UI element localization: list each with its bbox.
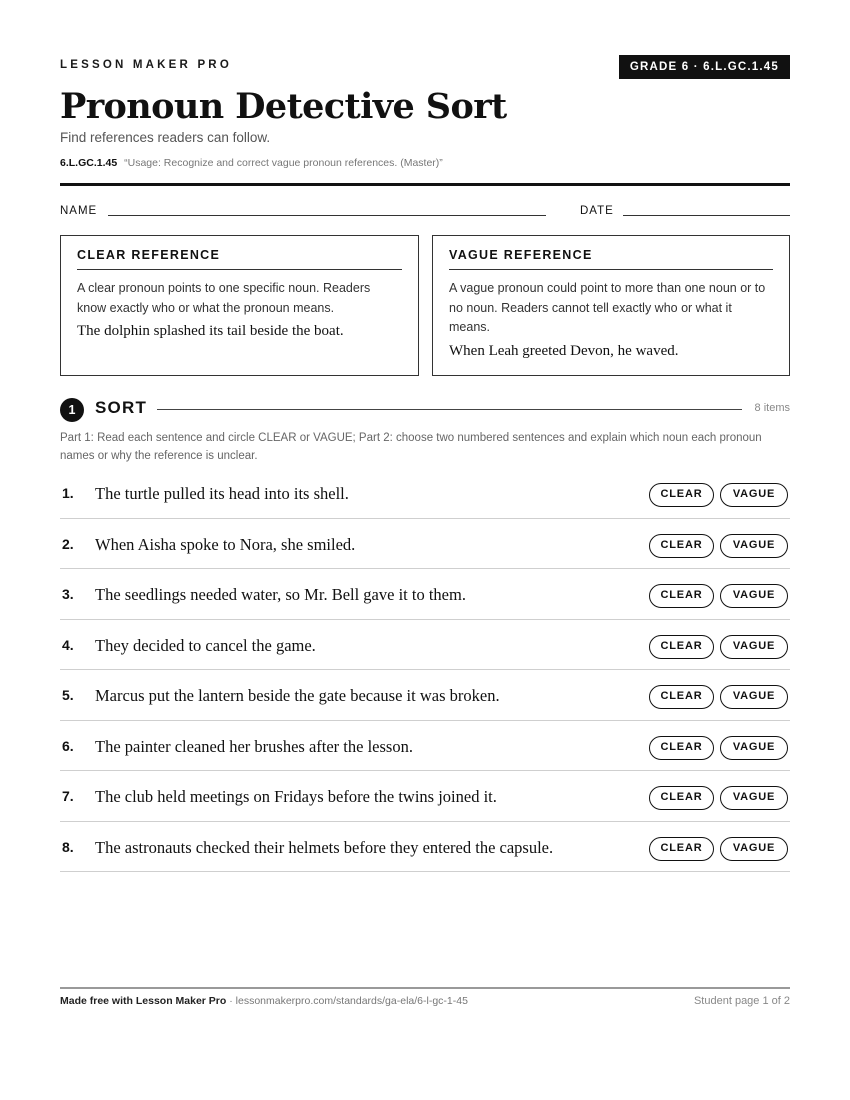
clear-option[interactable]: CLEAR <box>649 736 714 760</box>
standard-description: “Usage: Recognize and correct vague pronoun references. (Master)” <box>124 157 443 169</box>
standard-code: 6.L.GC.1.45 <box>60 157 118 169</box>
item-sentence: The painter cleaned her brushes after the lesson. <box>95 736 413 756</box>
item-sentence: They decided to cancel the game. <box>95 635 316 655</box>
sort-instructions: Part 1: Read each sentence and circle CLEAR or VAGUE; Part 2: choose two numbered sentences and explain which noun each pronoun names or why the reference is unclear. <box>60 432 762 462</box>
item-sentence: The seedlings needed water, so Mr. Bell gave it to them. <box>95 585 466 604</box>
brand-name: LESSON MAKER PRO <box>60 59 232 71</box>
footer-separator: · <box>226 995 236 1007</box>
vague-option[interactable]: VAGUE <box>720 483 788 507</box>
name-label: NAME <box>60 205 98 217</box>
item-number: 4. <box>62 636 74 653</box>
name-field[interactable] <box>108 215 546 216</box>
item-number: 8. <box>62 838 74 855</box>
sort-item <box>60 569 790 620</box>
item-count: 8 items <box>754 402 790 414</box>
vague-option[interactable]: VAGUE <box>720 635 788 659</box>
section-number-badge: 1 <box>60 398 84 422</box>
item-sentence: Marcus put the lantern beside the gate because it was broken. <box>95 686 500 705</box>
standard-line <box>60 157 443 169</box>
item-sentence: The turtle pulled its head into its shell. <box>95 484 349 503</box>
vague-option[interactable]: VAGUE <box>720 685 788 709</box>
item-number: 6. <box>62 737 74 754</box>
sort-item <box>60 721 790 772</box>
item-sentence: The astronauts checked their helmets before they entered the capsule. <box>95 837 554 857</box>
item-number: 2. <box>62 535 74 552</box>
sort-item <box>60 771 790 822</box>
clear-reference-box <box>60 235 419 376</box>
sort-item <box>60 822 790 873</box>
vague-reference-text: A vague pronoun could point to more than one noun or to no noun. Readers cannot tell exactly who or what it means. <box>449 281 766 334</box>
sort-item <box>60 620 790 671</box>
footer-url[interactable]: lessonmakerpro.com/standards/ga-ela/6-l-gc-1-45 <box>235 995 468 1007</box>
vague-option[interactable]: VAGUE <box>720 786 788 810</box>
footer-divider <box>60 987 790 989</box>
vague-reference-box <box>432 235 790 376</box>
vague-option[interactable]: VAGUE <box>720 837 788 861</box>
vague-reference-heading: VAGUE REFERENCE <box>449 248 773 270</box>
footer-credit <box>60 995 468 1007</box>
sort-item-list <box>60 468 790 872</box>
vague-reference-example: When Leah greeted Devon, he waved. <box>449 342 679 359</box>
clear-option[interactable]: CLEAR <box>649 483 714 507</box>
clear-option[interactable]: CLEAR <box>649 837 714 861</box>
section-title: SORT <box>95 398 148 417</box>
clear-option[interactable]: CLEAR <box>649 685 714 709</box>
vague-option[interactable]: VAGUE <box>720 736 788 760</box>
grade-badge: GRADE 6 · 6.L.GC.1.45 <box>619 55 790 79</box>
item-number: 5. <box>62 687 74 703</box>
item-sentence: The club held meetings on Fridays before the twins joined it. <box>95 787 497 806</box>
date-field[interactable] <box>623 215 790 216</box>
sort-item <box>60 519 790 570</box>
clear-reference-example: The dolphin splashed its tail beside the boat. <box>77 323 344 339</box>
footer-made-with: Made free with Lesson Maker Pro <box>60 995 227 1007</box>
item-number: 1. <box>62 485 74 501</box>
item-sentence: When Aisha spoke to Nora, she smiled. <box>95 534 356 554</box>
header-bar <box>60 55 790 79</box>
clear-option[interactable]: CLEAR <box>649 584 714 608</box>
worksheet-page <box>60 0 790 1100</box>
clear-reference-text: A clear pronoun points to one specific noun. Readers know exactly who or what the pronoun means. <box>77 281 371 315</box>
section-rule <box>157 409 742 410</box>
clear-option[interactable]: CLEAR <box>649 534 714 558</box>
sort-section-header <box>60 397 790 421</box>
clear-reference-heading: CLEAR REFERENCE <box>77 248 402 270</box>
sort-item <box>60 468 790 519</box>
date-label: DATE <box>580 205 614 217</box>
page-subtitle: Find references readers can follow. <box>60 130 271 145</box>
sort-item <box>60 670 790 721</box>
vague-option[interactable]: VAGUE <box>720 584 788 608</box>
item-number: 7. <box>62 788 74 804</box>
header-divider <box>60 183 790 186</box>
vague-option[interactable]: VAGUE <box>720 534 788 558</box>
item-number: 3. <box>62 586 74 602</box>
clear-option[interactable]: CLEAR <box>649 635 714 659</box>
clear-option[interactable]: CLEAR <box>649 786 714 810</box>
page-indicator: Student page 1 of 2 <box>693 995 790 1007</box>
page-title: Pronoun Detective Sort <box>60 86 507 127</box>
